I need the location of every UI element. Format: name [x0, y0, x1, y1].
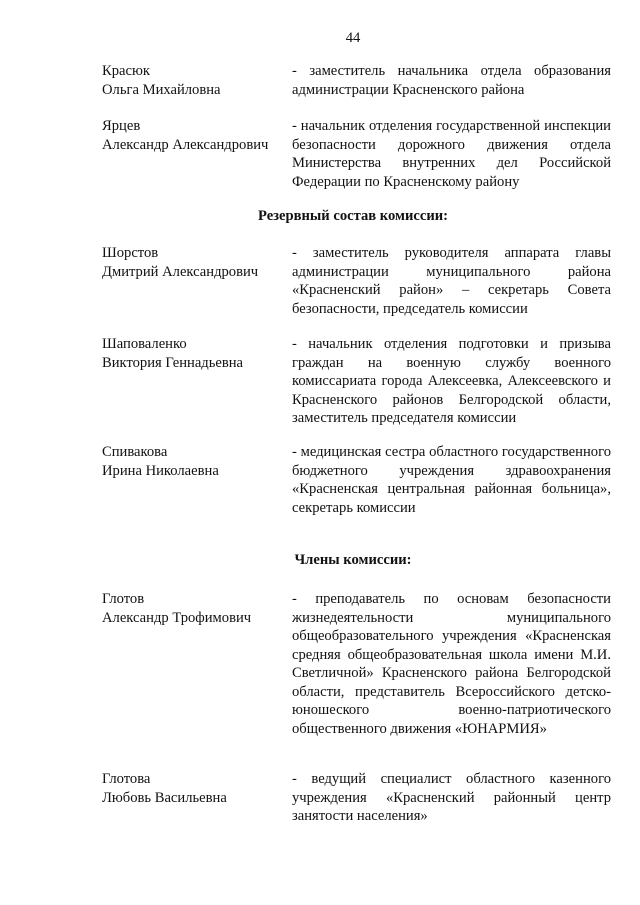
person-given-names: Александр Александрович: [102, 136, 269, 153]
person-given-names: Александр Трофимович: [102, 609, 252, 626]
person-name: [102, 443, 287, 480]
person-surname: Шаповаленко: [102, 336, 187, 352]
person-surname: Спивакова: [102, 444, 168, 460]
person-given-names: Любовь Васильевна: [102, 789, 227, 806]
person-given-names: Ирина Николаевна: [102, 462, 219, 479]
person-surname: Красюк: [102, 63, 150, 79]
person-name: [102, 590, 287, 627]
person-role: - заместитель руководителя аппарата главы администрации муниципального района «Красненский район» – секретарь Совета безопасности, председатель комиссии: [292, 245, 611, 317]
section-heading-reserve: Резервный состав комиссии:: [257, 208, 449, 224]
person-surname: Глотов: [102, 591, 145, 607]
person-surname: Глотова: [102, 771, 151, 787]
person-name: [102, 335, 287, 372]
person-role: - начальник отделения подготовки и призыва граждан на военную службу военного комиссариата города Алексеевка, Алексеевского и Красненского районов Белгородской области, заместитель председателя комиссии: [292, 336, 611, 426]
person-name: [102, 117, 287, 154]
person-role: - медицинская сестра областного государственного бюджетного учреждения здравоохранения «Красненская центральная районная больница», секретарь комиссии: [292, 444, 611, 516]
person-name: [102, 62, 287, 99]
person-surname: Шорстов: [102, 245, 159, 261]
person-name: [102, 244, 287, 281]
page-number: 44: [345, 30, 361, 46]
person-role: - преподаватель по основам безопасности жизнедеятельности муниципального общеобразовательного учреждения «Красненская средняя общеобразовательная школа имени М.И. Светличной» Красненского района Белгородской области, представитель Всероссийского детско-юношеского военно-патриотического общественного движения «ЮНАРМИЯ»: [292, 591, 611, 737]
person-surname: Ярцев: [102, 118, 141, 134]
person-given-names: Ольга Михайловна: [102, 81, 221, 98]
person-role: - ведущий специалист областного казенного учреждения «Красненский районный центр занятости населения»: [292, 771, 611, 824]
person-given-names: Виктория Геннадьевна: [102, 354, 244, 371]
person-role: - начальник отделения государственной инспекции безопасности дорожного движения отдела Министерства внутренних дел Российской Федерации по Красненскому району: [292, 118, 611, 190]
person-name: [102, 770, 287, 807]
section-heading-members: Члены комиссии:: [294, 552, 412, 568]
person-role: - заместитель начальника отдела образования администрации Красненского района: [292, 63, 611, 98]
person-given-names: Дмитрий Александрович: [102, 263, 259, 280]
